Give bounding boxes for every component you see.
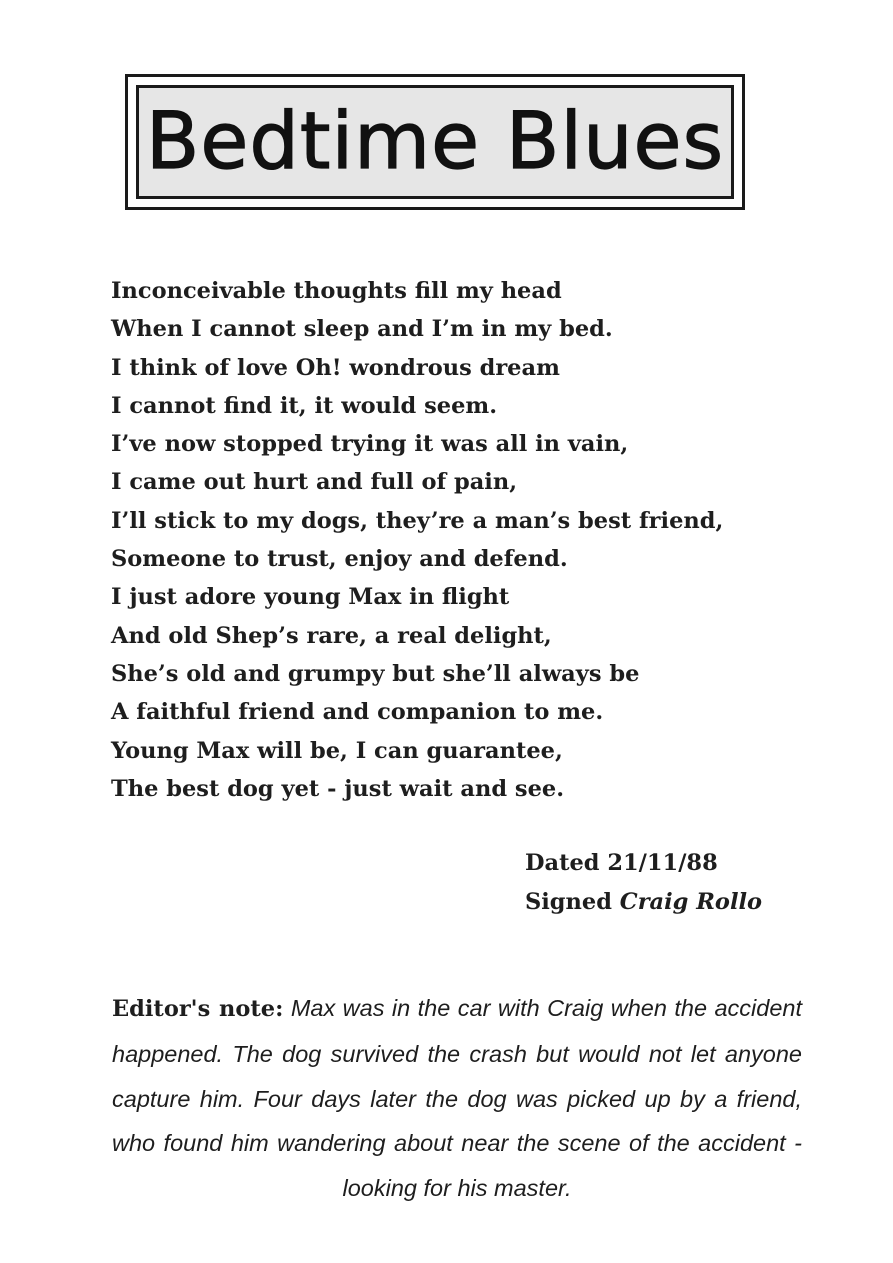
poem-line: A faithful friend and companion to me. [111,699,604,726]
date-value: 21/11/88 [607,850,718,876]
title-frame [125,74,745,210]
dated-line [525,844,865,883]
poem-line: I just adore young Max in flight [111,584,510,611]
poem-line: She’s old and grumpy but she’ll always be [111,660,640,687]
poem-line: I’ve now stopped trying it was all in vain, [111,431,629,458]
poem-line: Young Max will be, I can guarantee, [111,737,563,764]
poem-line: The best dog yet - just wait and see. [111,775,565,802]
poem-line: I came out hurt and full of pain, [111,469,518,496]
dated-label: Dated [525,850,600,876]
title-box [136,85,734,199]
poem [111,272,831,808]
editor-note [112,986,802,1211]
poem-line: I cannot find it, it would seem. [111,392,498,419]
signed-label: Signed [525,888,612,915]
poem-line: Someone to trust, enjoy and defend. [111,546,568,573]
editor-note-text: Max was in the car with Craig when the accident happened. The dog survived the crash but would not let anyone capture him. Four days later the dog was picked up by a friend, who found him wandering about near the scene of the accident - looking for his master. [112,995,802,1202]
poem-line: Inconceivable thoughts fill my head [111,278,562,304]
poem-line: And old Shep’s rare, a real delight, [111,622,552,649]
editor-note-label: Editor's note: [112,996,284,1022]
signature-block [525,844,865,921]
poem-line: I think of love Oh! wondrous dream [111,354,560,381]
signed-line [525,883,865,922]
poem-line: When I cannot sleep and I’m in my bed. [111,316,613,343]
signature-name: Craig Rollo [619,888,763,915]
page-title: Bedtime Blues [145,97,725,187]
poem-line: I’ll stick to my dogs, they’re a man’s best friend, [111,507,724,534]
